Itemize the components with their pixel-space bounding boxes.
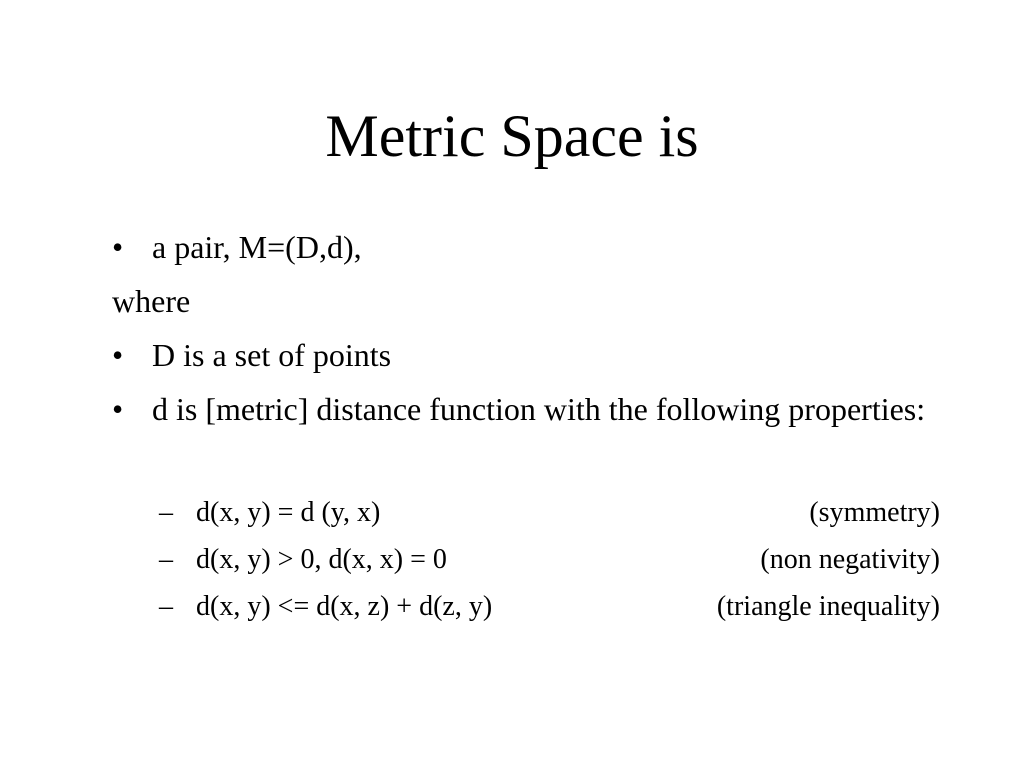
property-item-non-negativity: [112, 543, 952, 590]
sub-bullet-marker: –: [159, 544, 173, 575]
property-list: [112, 496, 952, 637]
sub-bullet-marker: –: [159, 497, 173, 528]
sub-bullet-marker: –: [159, 591, 173, 622]
property-item-symmetry: [112, 496, 952, 543]
bullet-marker: •: [112, 391, 124, 427]
property-item-triangle-inequality: [112, 590, 952, 637]
property-formula: d(x, y) > 0, d(x, x) = 0: [196, 544, 447, 575]
bullet-item-points: [112, 336, 952, 374]
bullet-text: a pair, M=(D,d),: [152, 229, 362, 265]
bullet-marker: •: [112, 337, 124, 373]
bullet-text: D is a set of points: [152, 337, 392, 373]
property-formula: d(x, y) = d (y, x): [196, 497, 381, 528]
property-name: (symmetry): [809, 497, 940, 528]
bullet-marker: •: [112, 229, 124, 265]
property-name: (triangle inequality): [716, 591, 940, 622]
bullet-item-pair: [112, 228, 952, 266]
bullet-item-distance: [112, 390, 952, 428]
slide-body: [112, 228, 952, 637]
property-name: (non negativity): [760, 544, 940, 575]
slide-title: Metric Space is: [325, 103, 699, 169]
bullet-text: d is [metric] distance function with the following properties:: [152, 391, 926, 427]
property-formula: d(x, y) <= d(x, z) + d(z, y): [196, 591, 493, 622]
plain-text-where: where: [112, 283, 191, 319]
